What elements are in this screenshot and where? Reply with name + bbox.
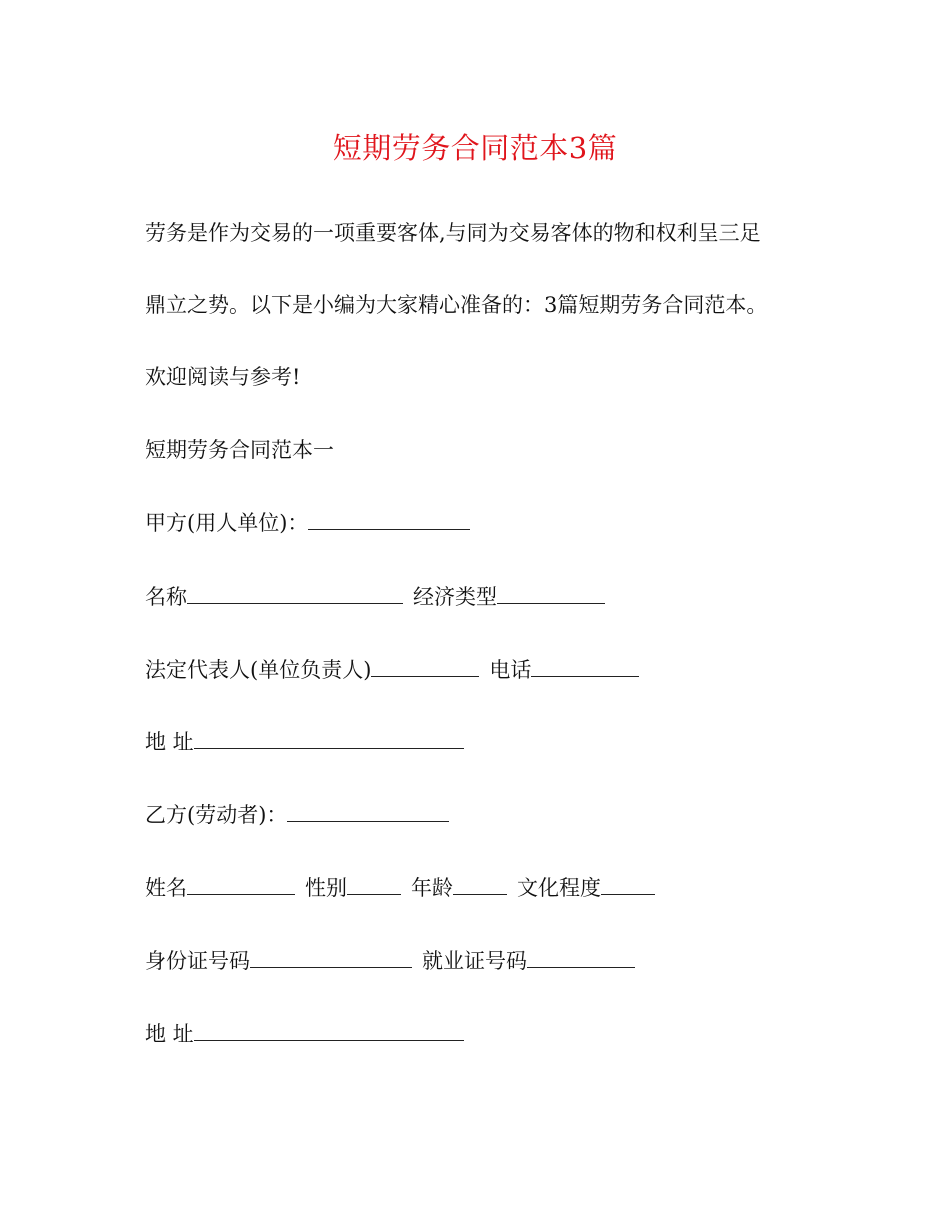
party-b-label: 乙方(劳动者)： <box>145 803 288 827</box>
party-b-address-row <box>145 1019 474 1049</box>
party-b-address-label: 地 址 <box>145 1022 194 1046</box>
party-b-name-label: 姓名 <box>145 876 187 900</box>
party-a-name-blank[interactable] <box>187 583 403 604</box>
intro-line-2: 鼎立之势。以下是小编为大家精心准备的：3篇短期劳务合同范本。 <box>145 293 768 317</box>
party-b-row <box>145 800 459 830</box>
party-a-rep-row <box>145 655 649 685</box>
party-b-blank[interactable] <box>287 801 449 822</box>
party-a-name-label: 名称 <box>145 585 187 609</box>
party-a-address-row <box>145 727 474 757</box>
party-b-gender-blank[interactable] <box>347 874 401 895</box>
party-a-econ-type-blank[interactable] <box>497 583 605 604</box>
party-b-age-blank[interactable] <box>453 874 507 895</box>
party-b-name-blank[interactable] <box>187 874 295 895</box>
party-b-address-blank[interactable] <box>194 1020 464 1041</box>
party-a-name-row <box>145 582 615 612</box>
party-a-address-blank[interactable] <box>194 728 464 749</box>
document-title: 短期劳务合同范本3篇 <box>332 131 618 165</box>
party-a-legal-rep-blank[interactable] <box>371 656 479 677</box>
party-b-employment-cert-label: 就业证号码 <box>422 949 527 973</box>
intro-line-3: 欢迎阅读与参考! <box>145 365 301 389</box>
party-a-econ-type-label: 经济类型 <box>413 585 497 609</box>
section-heading: 短期劳务合同范本一 <box>145 438 334 462</box>
party-b-id-blank[interactable] <box>250 947 412 968</box>
party-b-age-label: 年龄 <box>411 876 453 900</box>
party-b-details-row <box>145 873 665 903</box>
party-a-phone-label: 电话 <box>489 658 532 682</box>
party-a-phone-blank[interactable] <box>531 656 639 677</box>
party-a-legal-rep-label: 法定代表人(单位负责人) <box>145 658 372 682</box>
party-a-blank[interactable] <box>308 509 470 530</box>
intro-line-1: 劳务是作为交易的一项重要客体,与同为交易客体的物和权利呈三足 <box>145 221 761 245</box>
party-a-address-label: 地 址 <box>145 730 194 754</box>
party-b-gender-label: 性别 <box>305 876 347 900</box>
party-a-row <box>145 508 480 538</box>
party-b-employment-cert-blank[interactable] <box>527 947 635 968</box>
party-b-id-row <box>145 946 645 976</box>
party-a-label: 甲方(用人单位)： <box>145 511 309 535</box>
party-b-education-label: 文化程度 <box>517 876 601 900</box>
party-b-id-label: 身份证号码 <box>145 949 250 973</box>
party-b-education-blank[interactable] <box>601 874 655 895</box>
